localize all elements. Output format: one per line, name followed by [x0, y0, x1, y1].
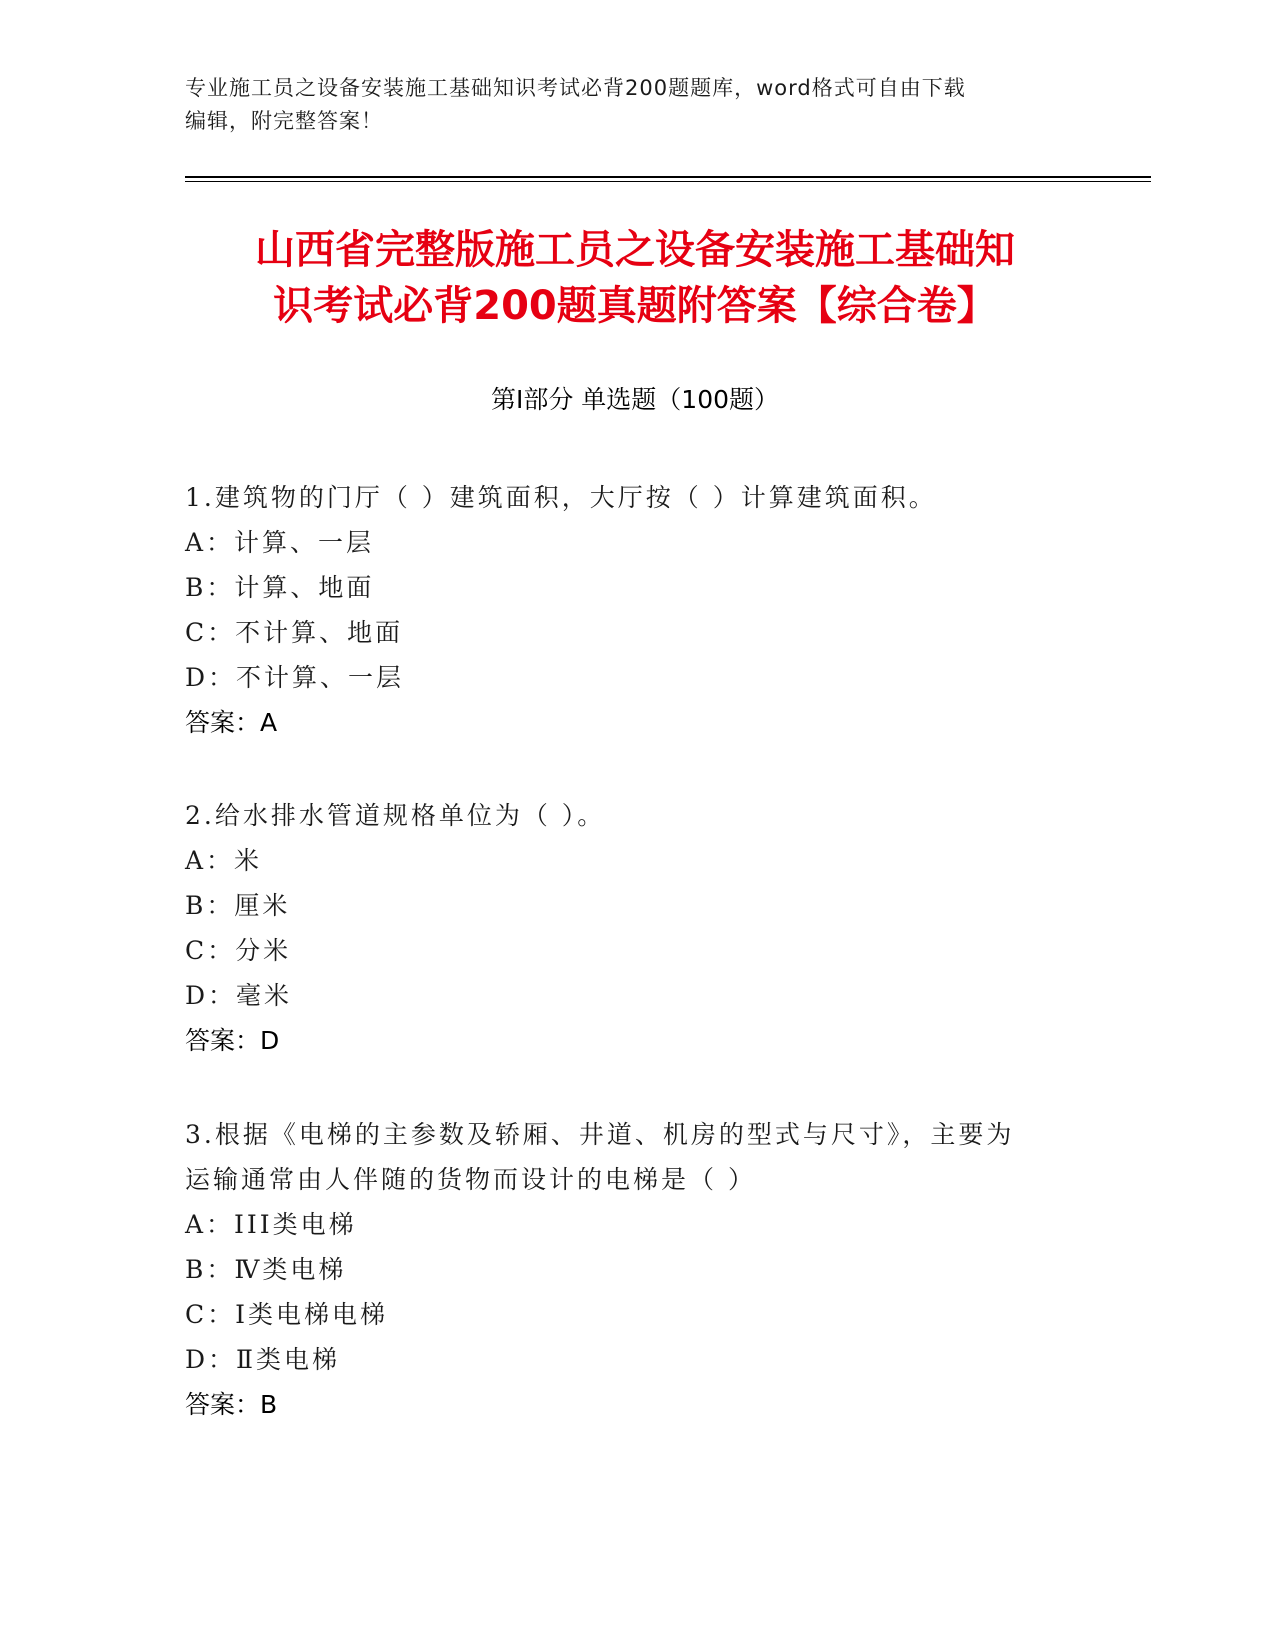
option-c: C：Ⅰ类电梯电梯: [185, 1300, 389, 1329]
header-note: [185, 72, 1085, 138]
answer: 答案：B: [185, 1390, 278, 1419]
section-title: 第I部分 单选题（100题）: [490, 385, 780, 414]
question-2: [185, 793, 1085, 1063]
question-stem: 2.给水排水管道规格单位为（ ）。: [185, 801, 606, 830]
question-spacer: [185, 745, 1085, 793]
document-title: [185, 222, 1085, 334]
option-b: B：计算、地面: [185, 573, 375, 602]
option-c: C：不计算、地面: [185, 618, 404, 647]
question-stem: 1.建筑物的门厅（ ）建筑面积，大厅按（ ）计算建筑面积。: [185, 483, 937, 512]
header-note-line-1: 专业施工员之设备安装施工基础知识考试必背200题题库，word格式可自由下载: [185, 76, 966, 100]
header-divider-thin: [185, 181, 1151, 182]
header-note-line-2: 编辑，附完整答案！: [185, 109, 383, 133]
answer: 答案：A: [185, 708, 278, 737]
option-c: C：分米: [185, 936, 292, 965]
question-stem-line-2: 运输通常由人伴随的货物而设计的电梯是（ ）: [185, 1165, 756, 1194]
option-a: A：米: [185, 846, 263, 875]
document-title-line-1: 山西省完整版施工员之设备安装施工基础知: [255, 227, 1015, 273]
question-stem-line-1: 3.根据《电梯的主参数及轿厢、井道、机房的型式与尺寸》，主要为: [185, 1120, 1015, 1149]
option-b: B：厘米: [185, 891, 291, 920]
header-divider-thick: [185, 176, 1151, 178]
question-spacer: [185, 1063, 1085, 1112]
question-1: [185, 475, 1085, 745]
option-a: A：III类电梯: [185, 1210, 357, 1239]
option-d: D：不计算、一层: [185, 663, 405, 692]
option-d: D：毫米: [185, 981, 293, 1010]
document-title-line-2: 识考试必背200题真题附答案【综合卷】: [273, 283, 997, 329]
option-b: B：Ⅳ类电梯: [185, 1255, 347, 1284]
question-3: [185, 1112, 1085, 1427]
answer: 答案：D: [185, 1026, 280, 1055]
option-d: D：Ⅱ类电梯: [185, 1345, 341, 1374]
question-list: [185, 475, 1085, 1427]
option-a: A：计算、一层: [185, 528, 375, 557]
